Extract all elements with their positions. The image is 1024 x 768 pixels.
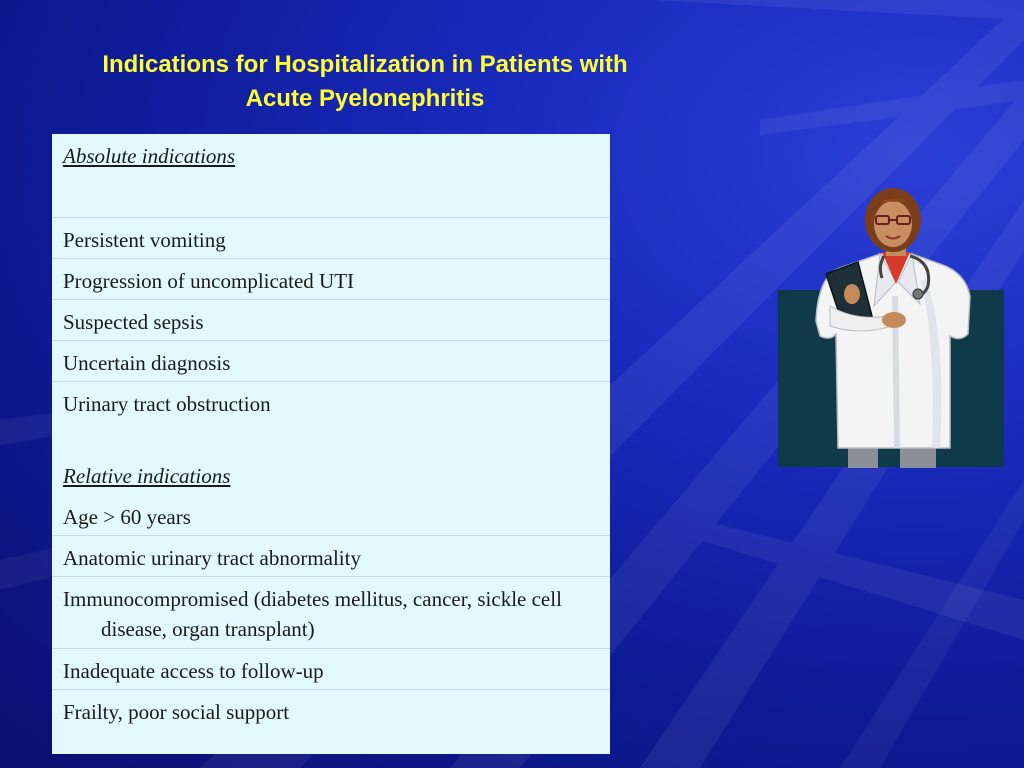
table-row — [52, 300, 610, 341]
list-item: Uncertain diagnosis — [63, 351, 231, 375]
table-row — [52, 382, 610, 536]
list-item: Progression of uncomplicated UTI — [63, 269, 355, 293]
slide-title — [40, 48, 690, 116]
table-row — [52, 577, 610, 649]
table-row — [52, 341, 610, 382]
indications-table — [52, 134, 610, 754]
table-row — [52, 259, 610, 300]
table-row — [52, 690, 610, 754]
list-item: Frailty, poor social support — [63, 700, 290, 724]
relative-indications-heading: Relative indications — [63, 464, 231, 488]
table-row — [52, 649, 610, 690]
list-item: Suspected sepsis — [63, 310, 204, 334]
doctor-clipart-icon — [800, 186, 990, 468]
list-item: Inadequate access to follow-up — [63, 659, 324, 683]
list-item: Persistent vomiting — [63, 228, 226, 252]
table-row — [52, 218, 610, 259]
list-item: Urinary tract obstruction — [63, 392, 271, 416]
list-item: Anatomic urinary tract abnormality — [63, 546, 361, 570]
list-item: Immunocompromised (diabetes mellitus, cancer, sickle cell disease, organ transplant) — [63, 587, 562, 641]
list-item: Age > 60 years — [63, 505, 191, 529]
absolute-indications-heading: Absolute indications — [63, 144, 236, 168]
table-row — [52, 536, 610, 577]
table-row-absolute-heading — [52, 134, 610, 218]
slide-title-line-2: Acute Pyelonephritis — [245, 85, 485, 112]
slide-title-line-1: Indications for Hospitalization in Patients with — [102, 51, 628, 78]
